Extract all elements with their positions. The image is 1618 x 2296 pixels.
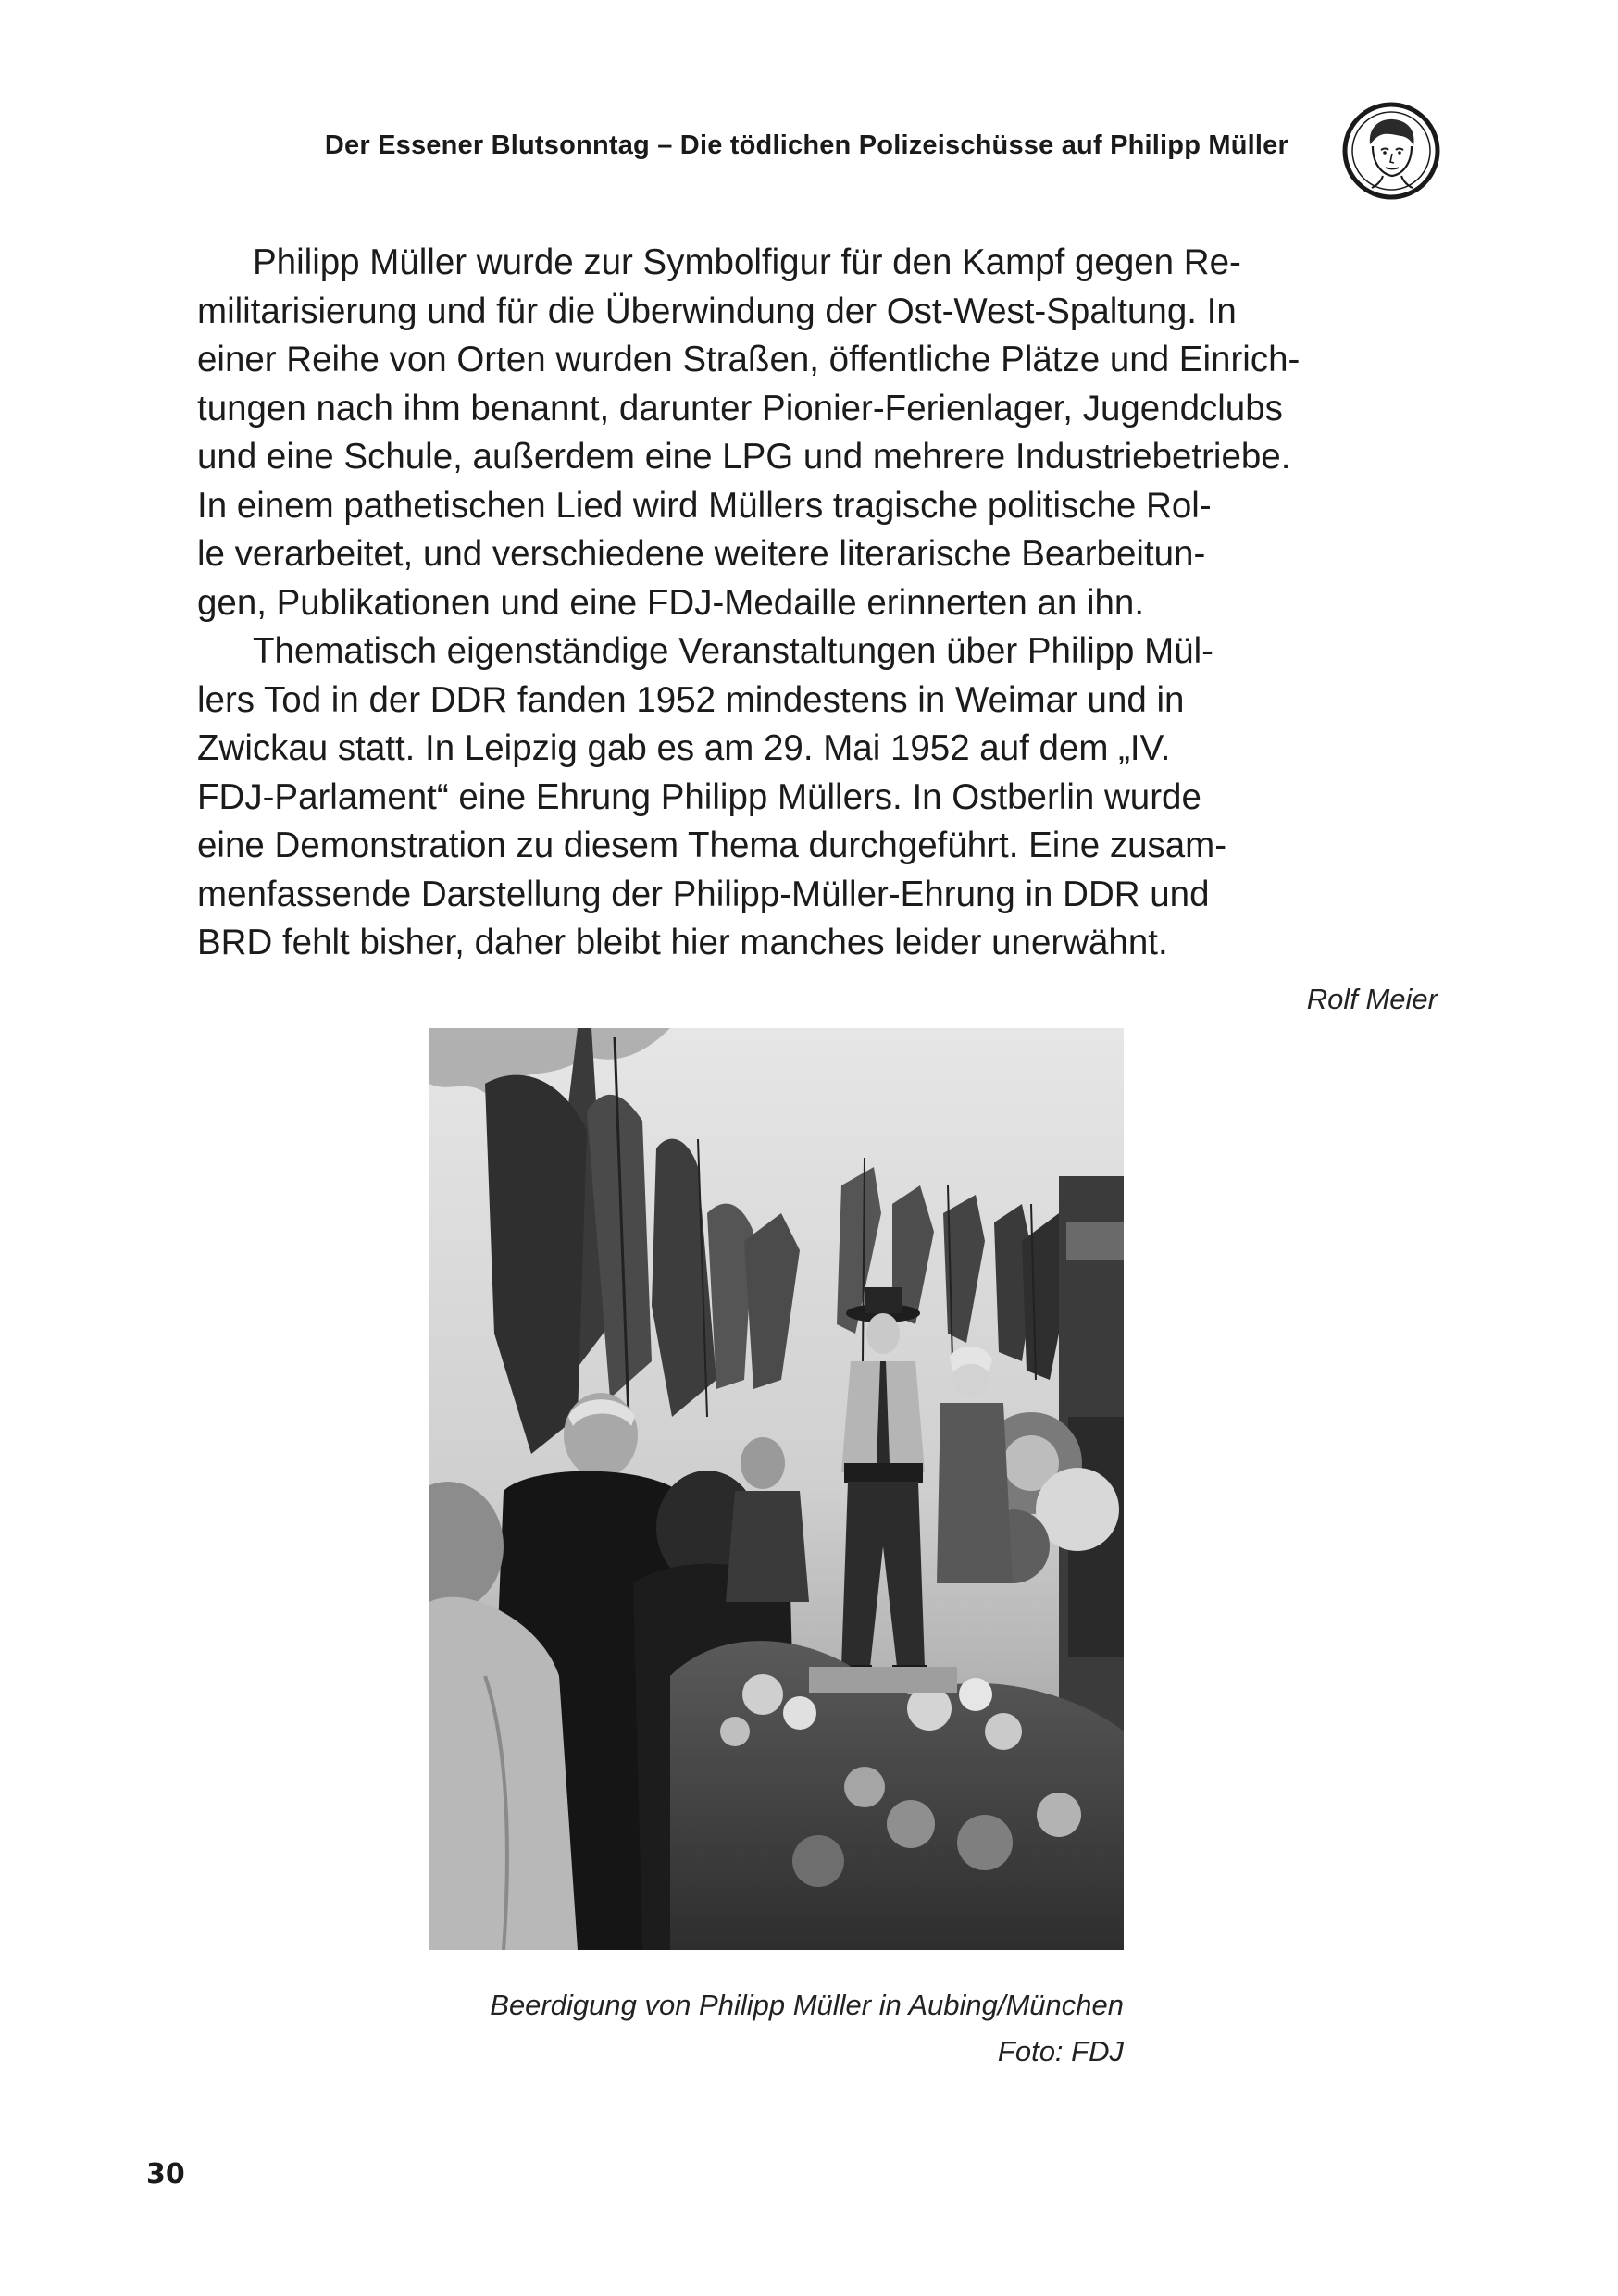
text-line: menfassende Darstellung der Philipp-Müller-Ehrung in DDR und xyxy=(197,874,1210,914)
text-line: Philipp Müller wurde zur Symbolfigur für den Kampf gegen Re- xyxy=(253,242,1241,282)
text-line: tungen nach ihm benannt, darunter Pionier-Ferienlager, Jugendclubs xyxy=(197,388,1283,428)
article-body xyxy=(197,239,1400,968)
page-number: 30 xyxy=(146,2158,185,2191)
author-name: Rolf Meier xyxy=(1306,983,1438,1015)
text-line: lers Tod in der DDR fanden 1952 mindestens in Weimar und in xyxy=(197,679,1185,720)
text-line: Zwickau statt. In Leipzig gab es am 29. Mai 1952 auf dem „IV. xyxy=(197,728,1171,768)
funeral-photo xyxy=(429,1028,1124,1950)
figure-caption xyxy=(490,1982,1124,2075)
text-line: eine Demonstration zu diesem Thema durchgeführt. Eine zusam- xyxy=(197,825,1227,865)
photo-credit: Foto: FDJ xyxy=(997,2035,1124,2067)
portrait-medallion-icon xyxy=(1340,100,1442,202)
text-line: Thematisch eigenständige Veranstaltungen über Philipp Mül- xyxy=(253,631,1214,671)
text-line: le verarbeitet, und verschiedene weitere literarische Bearbeitun- xyxy=(197,534,1206,574)
text-line: FDJ-Parlament“ eine Ehrung Philipp Müllers. In Ostberlin wurde xyxy=(197,776,1201,817)
text-line: In einem pathetischen Lied wird Müllers tragische politische Rol- xyxy=(197,485,1212,526)
caption-text: Beerdigung von Philipp Müller in Aubing/München xyxy=(490,1989,1124,2021)
text-line: und eine Schule, außerdem eine LPG und mehrere Industriebetriebe. xyxy=(197,437,1291,477)
text-line: militarisierung und für die Überwindung der Ost-West-Spaltung. In xyxy=(197,291,1237,331)
running-title: Der Essener Blutsonntag – Die tödlichen Polizeischüsse auf Philipp Müller xyxy=(324,130,1288,160)
text-line: einer Reihe von Orten wurden Straßen, öffentliche Plätze und Einrich- xyxy=(197,340,1301,379)
text-line: gen, Publikationen und eine FDJ-Medaille erinnerten an ihn. xyxy=(197,582,1145,623)
text-line: BRD fehlt bisher, daher bleibt hier manches leider unerwähnt. xyxy=(197,923,1168,962)
